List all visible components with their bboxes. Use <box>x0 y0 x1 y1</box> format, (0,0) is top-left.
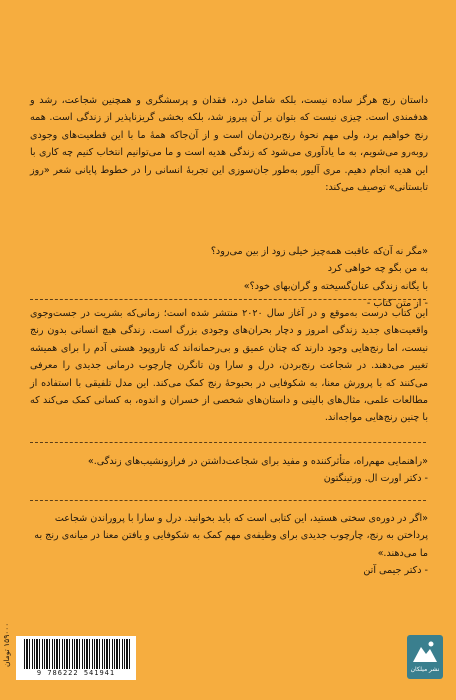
barcode-bars <box>24 639 130 669</box>
about-paragraph <box>30 305 428 427</box>
price-label: ۱۵۹۰۰۰ تومان <box>2 623 11 668</box>
dashed-divider-3 <box>30 500 426 501</box>
isbn-barcode <box>16 636 136 680</box>
endorsement-1-quote: «راهنمایی مهم‌راه، متأثرکننده و مفید برای شجاعت‌داشتن در فرازونشیب‌های زندگی.» <box>87 456 428 467</box>
poem-quote <box>30 243 428 313</box>
poem-source: - از متن کتاب - <box>366 298 428 310</box>
poem-line-1: «مگر نه آن‌که عاقبت همه‌چیز خیلی زود از بین می‌رود؟ <box>210 246 428 257</box>
endorsement-1 <box>30 453 428 488</box>
dashed-divider-1 <box>30 299 426 300</box>
endorsement-2 <box>30 510 428 580</box>
publisher-logo <box>407 635 443 679</box>
barcode-number: 9 786222 541941 <box>36 669 116 677</box>
intro-paragraph <box>30 92 428 196</box>
mountain-icon <box>411 638 439 666</box>
publisher-logo-text: نشر میلکان <box>410 666 440 673</box>
endorsement-2-author: - دکتر جیمی آتن <box>363 565 428 577</box>
endorsement-1-author: - دکتر اورت ال. ورتینگتون <box>323 473 428 485</box>
about-text: این کتاب درست به‌موقع و در آغاز سال ۲۰۲۰ منتشر شده است؛ زمانی‌که بشریت در جست‌وجوی واقعیت‌های جدید زندگی امروز و دچار بحران‌های وجودی بزرگ است. زندگی هیچ انسانی بدون رنج نیست، اما رنج‌هایی وجود دارند که چنان عمیق و بی‌رحمانه‌اند که تاروپود هستی آدم را برای همیشه تغییر می‌دهند. در شجاعت رنج‌بردن، درل و سارا ون تانگرن چارچوب درمانی جدیدی را معرفی می‌کنند که با پرورش معنا، به شکوفایی در بحبوحهٔ رنج کمک می‌کند. این مدل تلفیقی با استفاده از مطالعات علمی، مثال‌های بالینی و داستان‌های شخصی از خسران و اندوه، به کسانی کمک می‌کند که با چنین رنج‌هایی مواجه‌اند. <box>30 308 428 424</box>
dashed-divider-2 <box>30 442 426 443</box>
poem-line-2: به من بگو چه خواهی کرد <box>327 263 428 275</box>
intro-text: داستان رنج هرگز ساده نیست، بلکه شامل درد، فقدان و پرسشگری و همچنین شجاعت، رشد و هدفمندی است. چیزی نیست که بتوان بر آن پیروز شد، بلکه بخشی گریزناپذیر از زندگی است. همه رنج خواهیم برد، ولی مهم نحوهٔ رنج‌بردن‌مان است و از آن‌جاکه همهٔ ما با این قطعیت‌های وجودی روبه‌رو می‌شویم، به ما یادآوری می‌شود که زندگی هدیه است و ما می‌توانیم انتخاب کنیم چه کاری با این هدیه انجام دهیم. مری آلیور به‌طور جان‌سوزی این تجربهٔ انسانی را در خطوط پایانی شعر «روز تابستانی» توصیف می‌کند: <box>30 95 428 194</box>
endorsement-2-quote: «اگر در دوره‌ی سختی هستید، این کتابی است که باید بخوانید. درل و سارا با پروراندن شجاعت پرداختن به رنج، چارچوب جدیدی برای وظیفه‌ی مهم کمک به شکوفایی و یافتن معنا در میانه‌ی رنج به ما می‌دهند.» <box>34 513 428 559</box>
poem-line-3: با یگانه زندگی عنان‌گسیخته و گران‌بهای خود؟» <box>243 280 428 292</box>
